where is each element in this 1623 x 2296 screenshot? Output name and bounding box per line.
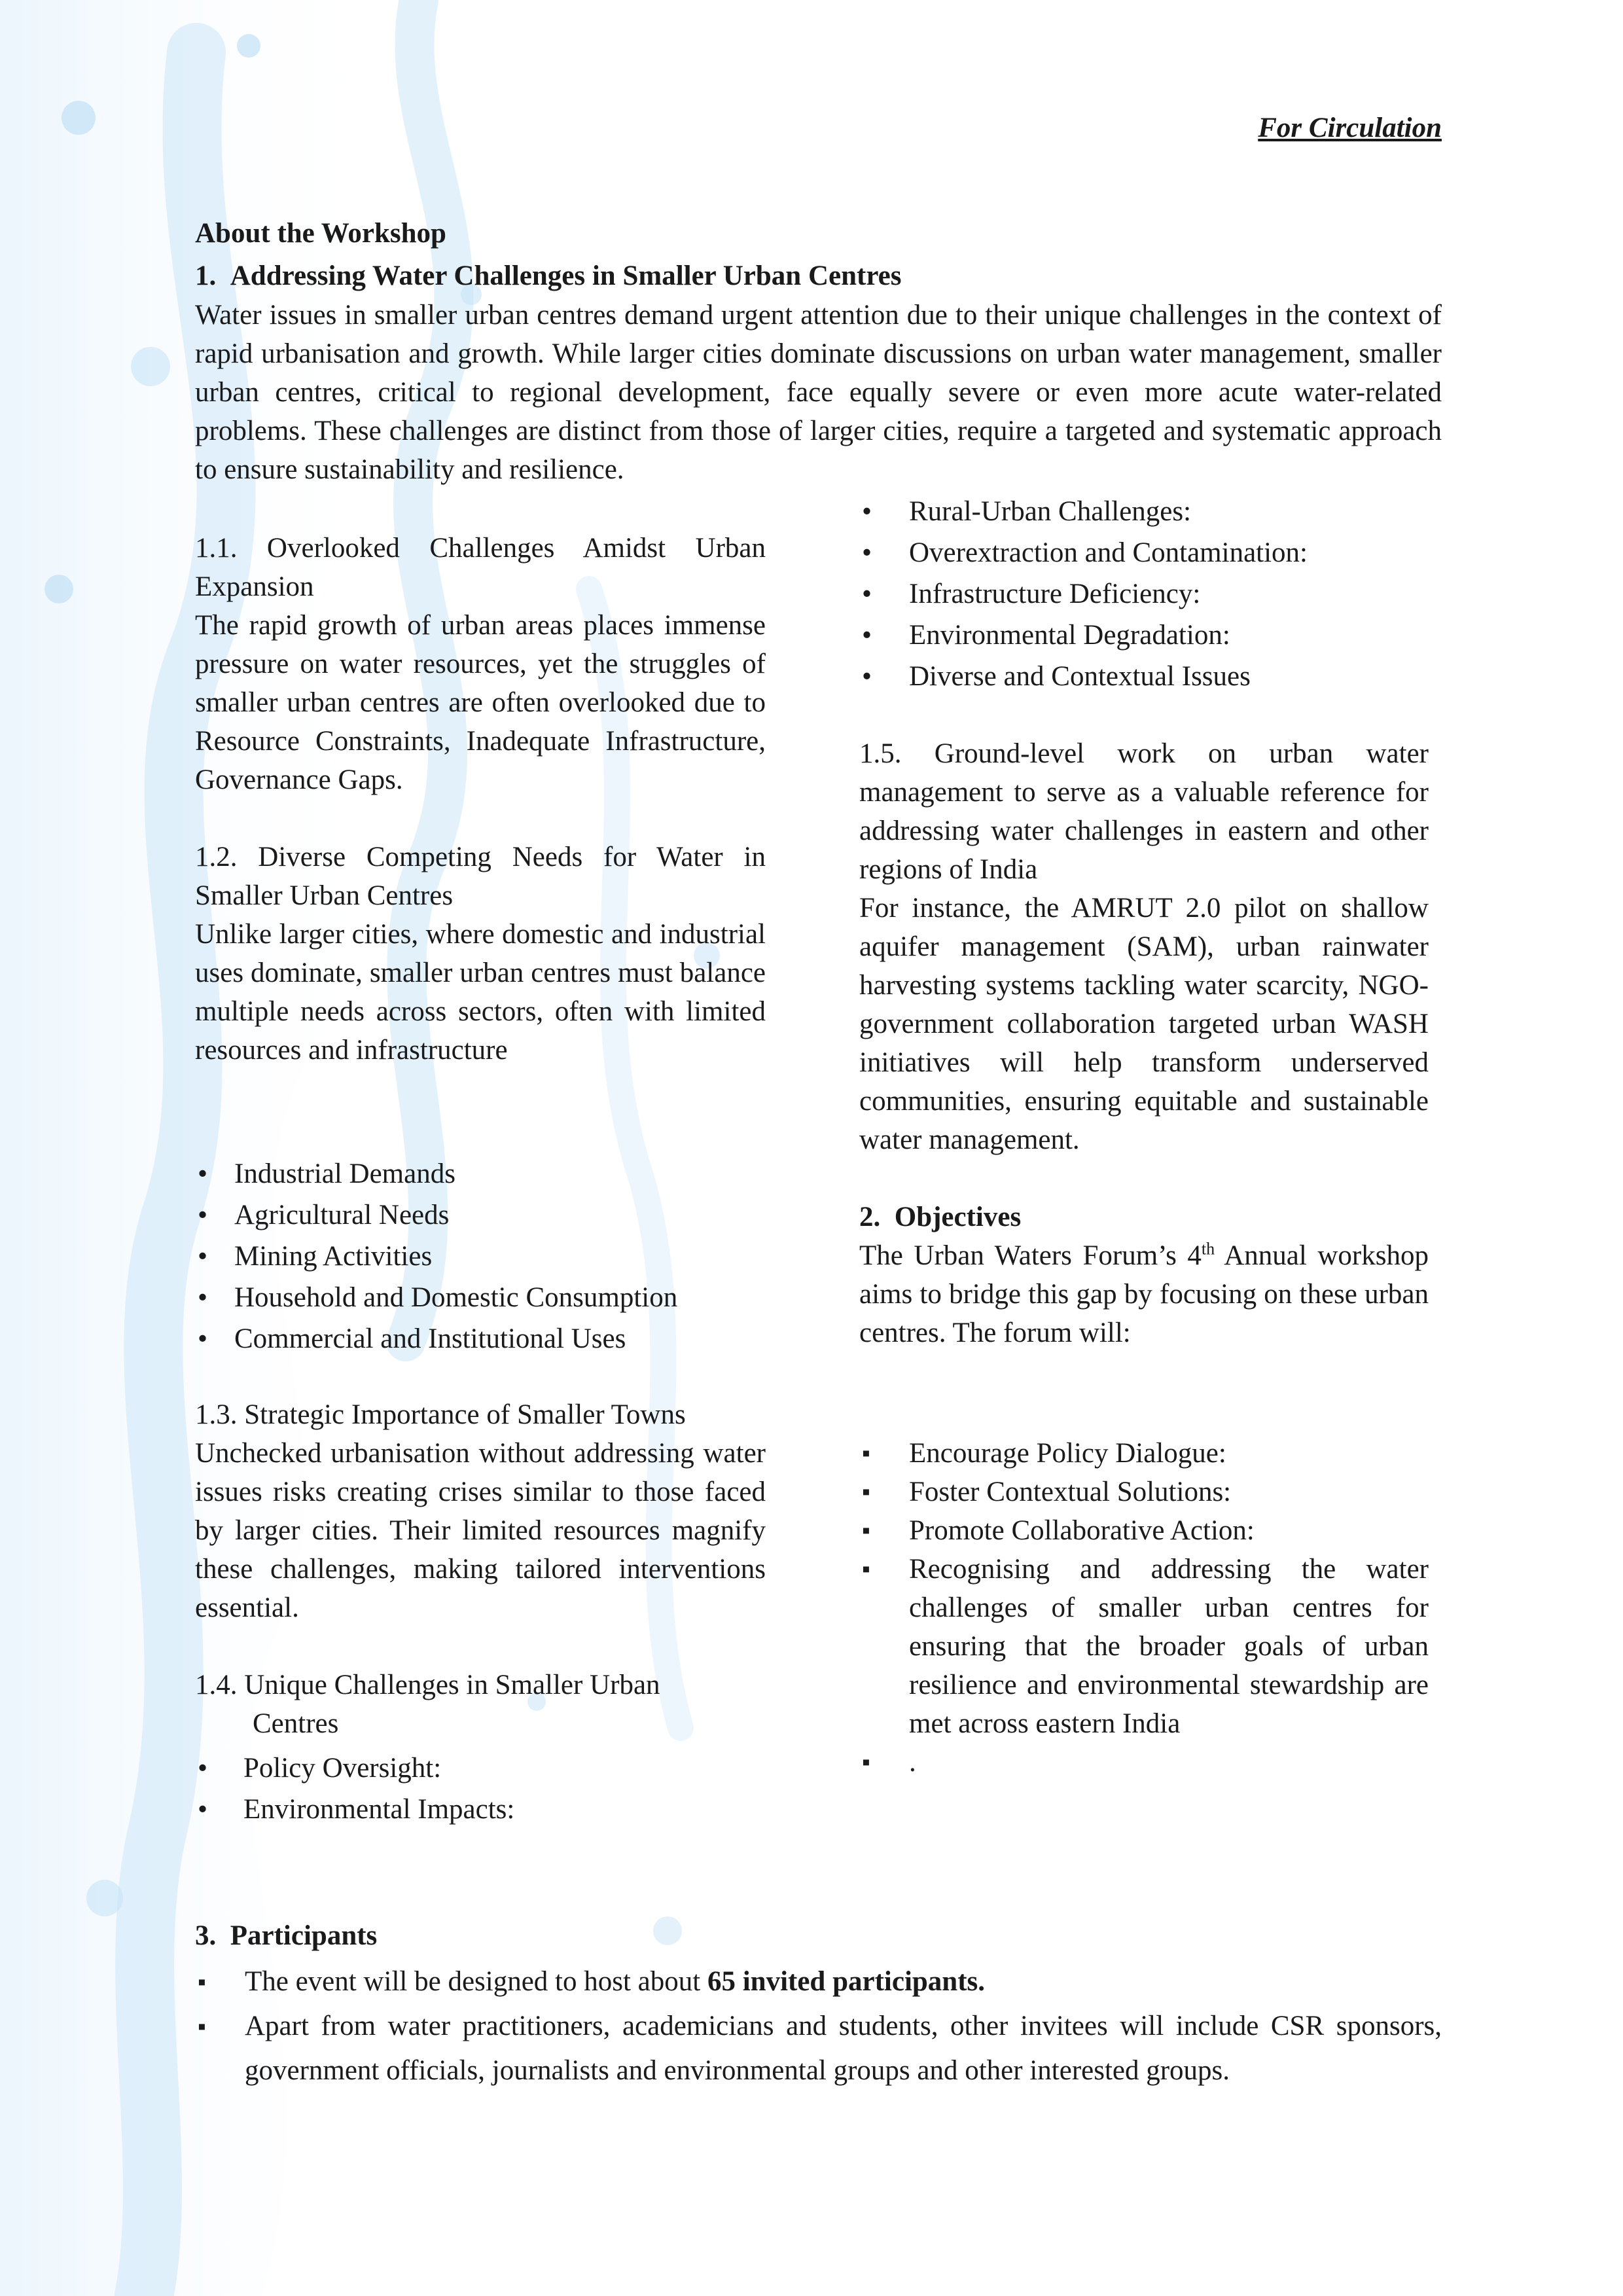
section-1-2-heading: 1.2. Diverse Competing Needs for Water in Smaller Urban Centres bbox=[195, 842, 766, 911]
participants-list bbox=[195, 1960, 1442, 2093]
section-1-5-body: For instance, the AMRUT 2.0 pilot on shallow aquifer management (SAM), urban rainwater harvesting systems tackling water scarcity, NGO-government collaboration targeted urban WASH initiatives will help transform underserved communities, ensuring equitable and sustainable water management. bbox=[859, 893, 1429, 1155]
list-item: ▪ Recognising and addressing the water challenges of smaller urban centres for ensuring that the broader goals of urban resilience and environmental stewardship are met across eastern India bbox=[859, 1550, 1429, 1743]
water-needs-list bbox=[195, 1153, 766, 1359]
about-workshop-title: About the Workshop bbox=[195, 218, 446, 249]
list-item: • Policy Oversight: bbox=[195, 1748, 766, 1789]
left-column-upper bbox=[195, 529, 766, 1069]
list-item: ▪ Foster Contextual Solutions: bbox=[859, 1473, 1429, 1511]
section-1-1-heading: 1.1. Overlooked Challenges Amidst Urban Expansion bbox=[195, 533, 766, 602]
section-1-4-heading-cont: Centres bbox=[253, 1708, 339, 1739]
list-item: • Commercial and Institutional Uses bbox=[195, 1318, 766, 1359]
list-item: • Agricultural Needs bbox=[195, 1194, 766, 1236]
right-column-body bbox=[859, 734, 1429, 1352]
objectives-list bbox=[859, 1434, 1429, 1782]
list-item: ▪ The event will be designed to host about 65 invited participants. bbox=[195, 1960, 1442, 2004]
left-column-lower bbox=[195, 1395, 766, 1743]
section-1-heading: 1. Addressing Water Challenges in Smaller Urban Centres bbox=[195, 260, 902, 291]
list-item: • Rural-Urban Challenges: bbox=[859, 491, 1429, 532]
section-3-heading: 3. Participants bbox=[195, 1920, 378, 1951]
list-item: • Environmental Impacts: bbox=[195, 1789, 766, 1830]
section-2-intro: The Urban Waters Forum’s 4th Annual workshop aims to bridge this gap by focusing on these urban centres. The forum will: bbox=[859, 1239, 1429, 1348]
list-item: ▪ Promote Collaborative Action: bbox=[859, 1511, 1429, 1550]
list-item: • Industrial Demands bbox=[195, 1153, 766, 1194]
right-challenges-list bbox=[859, 491, 1429, 697]
section-1-body: Water issues in smaller urban centres demand urgent attention due to their unique challenges in the context of rapid urbanisation and growth. While larger cities dominate discussions on urban water management, smaller urban centres, critical to regional development, face equally severe or even more acute water-related problems. These challenges are distinct from those of larger cities, require a targeted and systematic approach to ensure sustainability and resilience. bbox=[195, 300, 1442, 485]
list-item: ▪ . bbox=[859, 1743, 1429, 1782]
list-item: • Household and Domestic Consumption bbox=[195, 1277, 766, 1318]
section-1-5-heading: 1.5. Ground-level work on urban water management to serve as a valuable reference for addressing water challenges in eastern and other regions of India bbox=[859, 738, 1429, 885]
unique-challenges-list bbox=[195, 1748, 766, 1830]
section-2-heading: 2. Objectives bbox=[859, 1202, 1022, 1232]
list-item: ▪ Apart from water practitioners, academicians and students, other invitees will include CSR sponsors, government officials, journalists and environmental groups and other interested groups. bbox=[195, 2004, 1442, 2093]
list-item: • Mining Activities bbox=[195, 1236, 766, 1277]
list-item: • Diverse and Contextual Issues bbox=[859, 656, 1429, 697]
section-1-3-heading: 1.3. Strategic Importance of Smaller Towns bbox=[195, 1399, 686, 1430]
list-item: • Overextraction and Contamination: bbox=[859, 532, 1429, 573]
section-1-4-heading: 1.4. Unique Challenges in Smaller Urban bbox=[195, 1670, 660, 1700]
list-item: • Environmental Degradation: bbox=[859, 615, 1429, 656]
section-1-1-body: The rapid growth of urban areas places immense pressure on water resources, yet the struggles of smaller urban centres are often overlooked due to Resource Constraints, Inadequate Infrastructure, Governance Gaps. bbox=[195, 610, 766, 795]
list-item: • Infrastructure Deficiency: bbox=[859, 573, 1429, 615]
section-1-2-body: Unlike larger cities, where domestic and industrial uses dominate, smaller urban centres must balance multiple needs across sectors, often with limited resources and infrastructure bbox=[195, 919, 766, 1066]
for-circulation-label: For Circulation bbox=[1258, 113, 1442, 143]
list-item: ▪ Encourage Policy Dialogue: bbox=[859, 1434, 1429, 1473]
section-1-3-body: Unchecked urbanisation without addressing water issues risks creating crises similar to those faced by larger cities. Their limited resources magnify these challenges, making tailored interventions essential. bbox=[195, 1438, 766, 1623]
